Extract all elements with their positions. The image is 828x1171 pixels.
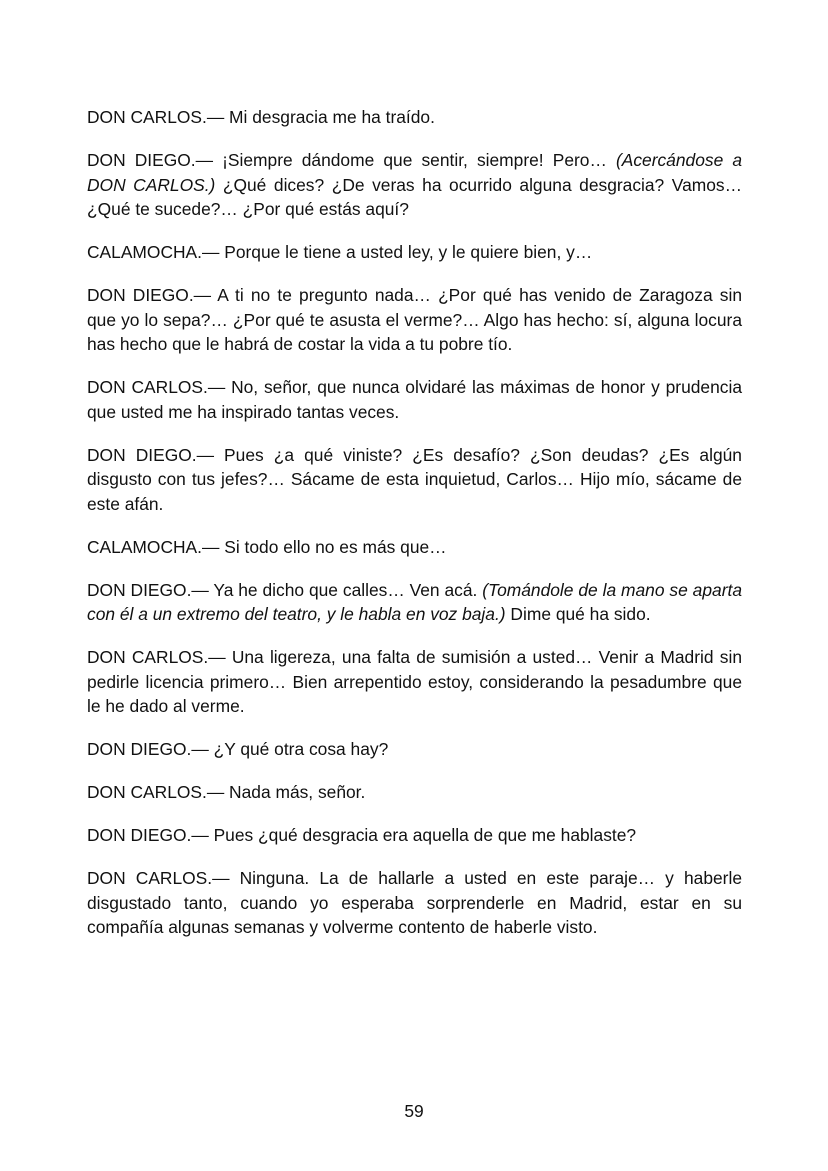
speaker-name: DON CARLOS.— [87, 868, 230, 888]
dialogue-paragraph [87, 737, 742, 762]
speaker-name: DON DIEGO.— [87, 285, 212, 305]
dialogue-text: No, señor, que nunca olvidaré las máximas de honor y prudencia que usted me ha inspirado tantas veces. [87, 377, 742, 422]
dialogue-paragraph [87, 780, 742, 805]
dialogue-paragraph [87, 866, 742, 940]
stage-direction: (Acercándose a DON CARLOS.) [87, 150, 742, 195]
speaker-name: DON DIEGO.— [87, 739, 209, 759]
stage-direction: (Tomándole de la mano se aparta con él a un extremo del teatro, y le habla en voz baja.) [87, 579, 742, 624]
dialogue-paragraph [87, 823, 742, 848]
dialogue-text: Ninguna. La de hallarle a usted en este paraje… y haberle disgustado tanto, cuando yo esperaba sorprenderle en Madrid, estar en su compañía algunas semanas y volverme contento de haberle visto. [87, 868, 742, 937]
dialogue-text: Porque le tiene a usted ley, y le quiere bien, y… [219, 242, 593, 262]
dialogue-text: Dime qué ha sido. [505, 604, 651, 624]
dialogue-text: ¿Qué dices? ¿De veras ha ocurrido alguna desgracia? Vamos… ¿Qué te sucede?… ¿Por qué estás aquí? [87, 174, 742, 219]
dialogue-paragraph [87, 443, 742, 517]
dialogue-text: A ti no te pregunto nada… ¿Por qué has venido de Zaragoza sin que yo lo sepa?… ¿Por qué te asusta el verme?… Algo has hecho: sí, alguna locura has hecho que le habrá de costar la vida a tu pobre tío. [87, 285, 742, 354]
speaker-name: CALAMOCHA.— [87, 242, 220, 262]
dialogue-paragraph [87, 283, 742, 357]
dialogue-paragraph [87, 375, 742, 424]
dialogue-text: Pues ¿qué desgracia era aquella de que me hablaste? [208, 825, 637, 845]
dialogue-text: Nada más, señor. [224, 782, 366, 802]
speaker-name: DON DIEGO.— [87, 825, 209, 845]
dialogue-paragraph [87, 578, 742, 627]
dialogue-text: Ya he dicho que calles… Ven acá. [208, 579, 483, 600]
dialogue-paragraph [87, 105, 742, 130]
dialogue-paragraph [87, 535, 742, 560]
speaker-name: CALAMOCHA.— [87, 536, 220, 557]
speaker-name: DON DIEGO.— [87, 444, 214, 465]
dialogue-text: Mi desgracia me ha traído. [224, 107, 435, 127]
page-number: 59 [404, 1101, 424, 1121]
dialogue-text: Una ligereza, una falta de sumisión a usted… Venir a Madrid sin pedirle licencia primero… Bien arrepentido estoy, considerando la pesadumbre que le he dado al verme. [87, 647, 742, 716]
dialogue-paragraph [87, 148, 742, 222]
dialogue-paragraph [87, 240, 742, 265]
speaker-name: DON CARLOS.— [87, 107, 225, 127]
dialogue-text: Pues ¿a qué viniste? ¿Es desafío? ¿Son deudas? ¿Es algún disgusto con tus jefes?… Sácame de esta inquietud, Carlos… Hijo mío, sácame de este afán. [87, 444, 742, 514]
speaker-name: DON DIEGO.— [87, 150, 214, 170]
dialogue-paragraph [87, 645, 742, 719]
dialogue-text: ¡Siempre dándome que sentir, siempre! Pero… [213, 150, 616, 170]
speaker-name: DON DIEGO.— [87, 579, 209, 600]
speaker-name: DON CARLOS.— [87, 782, 225, 802]
dialogue-body [87, 105, 742, 958]
dialogue-text: ¿Y qué otra cosa hay? [208, 739, 389, 759]
speaker-name: DON CARLOS.— [87, 377, 226, 397]
speaker-name: DON CARLOS.— [87, 647, 226, 667]
dialogue-text: Si todo ello no es más que… [219, 536, 447, 557]
